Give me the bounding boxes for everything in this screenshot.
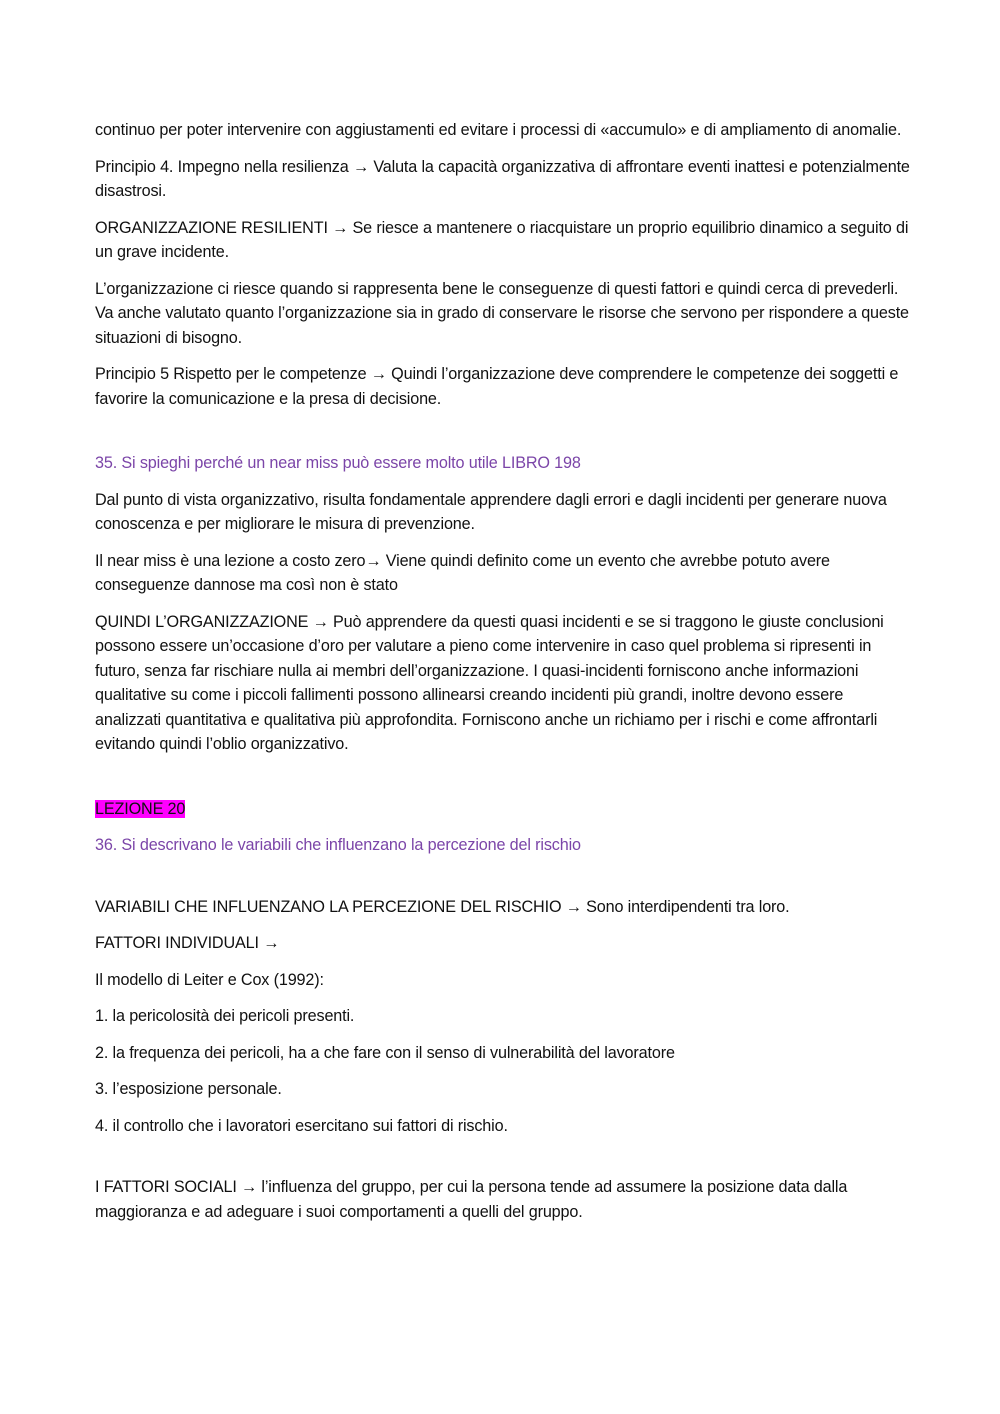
paragraph-variabili: VARIABILI CHE INFLUENZANO LA PERCEZIONE DEL RISCHIO → Sono interdipendenti tra loro. [95,897,790,916]
list-item-4: 4. il controllo che i lavoratori esercitano sui fattori di rischio. [95,1116,508,1135]
paragraph-fattori-sociali: I FATTORI SOCIALI → l’influenza del gruppo, per cui la persona tende ad assumere la posizione data dalla maggioranza e ad adeguare i suoi comportamenti a quelli del gruppo. [95,1178,848,1221]
question-36-heading: 36. Si descrivano le variabili che influenzano la percezione del rischio [95,836,581,854]
paragraph-punto-di-vista: Dal punto di vista organizzativo, risulta fondamentale apprendere dagli errori e dagli incidenti per generare nuova conoscenza e per migliorare le misura di prevenzione. [95,490,887,533]
lesson-highlight: LEZIONE 20 [95,799,186,818]
question-35-heading: 35. Si spieghi perché un near miss può essere molto utile LIBRO 198 [95,454,581,472]
lesson-heading [95,797,910,822]
paragraph-organizzazione-riesce: L’organizzazione ci riesce quando si rappresenta bene le conseguenze di questi fattori e quindi cerca di prevederli. Va anche valutato quanto l’organizzazione sia in grado di conservare le risorse che servono per rispondere a queste situazioni di bisogno. [95,279,909,347]
list-item-2: 2. la frequenza dei pericoli, ha a che fare con il senso di vulnerabilità del lavoratore [95,1043,675,1062]
paragraph-fattori-individuali: FATTORI INDIVIDUALI → [95,934,280,952]
paragraph-near-miss: Il near miss è una lezione a costo zero→ Viene quindi definito come un evento che avrebbe potuto avere conseguenze dannose ma così non è stato [95,551,830,594]
paragraph-quindi-organizzazione: QUINDI L’ORGANIZZAZIONE → Può apprendere da questi quasi incidenti e se si traggono le giuste conclusioni possono essere un’occasione d’oro per valutare a pieno come intervenire in caso quel problema si ripresenti in futuro, senza far rischiare nulla ai membri dell’organizzazione. I quasi-incidenti forniscono anche informazioni qualitative su come i piccoli fallimenti possono allinearsi creando incidenti più grandi, inoltre devono essere analizzati quantitativa e qualitativa più approfondita. Forniscono anche un richiamo per i rischi e come affrontarli evitando quindi l’oblio organizzativo. [95,612,884,753]
paragraph-continuo: continuo per poter intervenire con aggiustamenti ed evitare i processi di «accumulo» e di ampliamento di anomalie. [95,121,902,139]
document-page [95,118,910,1236]
list-item-1: 1. la pericolosità dei pericoli presenti. [95,1007,355,1025]
list-item-3: 3. l’esposizione personale. [95,1080,282,1098]
paragraph-modello: Il modello di Leiter e Cox (1992): [95,970,324,989]
paragraph-principio-4: Principio 4. Impegno nella resilienza → Valuta la capacità organizzativa di affrontare eventi inattesi e potenzialmente disastrosi. [95,157,910,200]
paragraph-organizzazione-resilienti: ORGANIZZAZIONE RESILIENTI → Se riesce a mantenere o riacquistare un proprio equilibrio dinamico a seguito di un grave incidente. [95,218,909,261]
paragraph-principio-5: Principio 5 Rispetto per le competenze → Quindi l’organizzazione deve comprendere le competenze dei soggetti e favorire la comunicazione e la presa di decisione. [95,365,899,408]
